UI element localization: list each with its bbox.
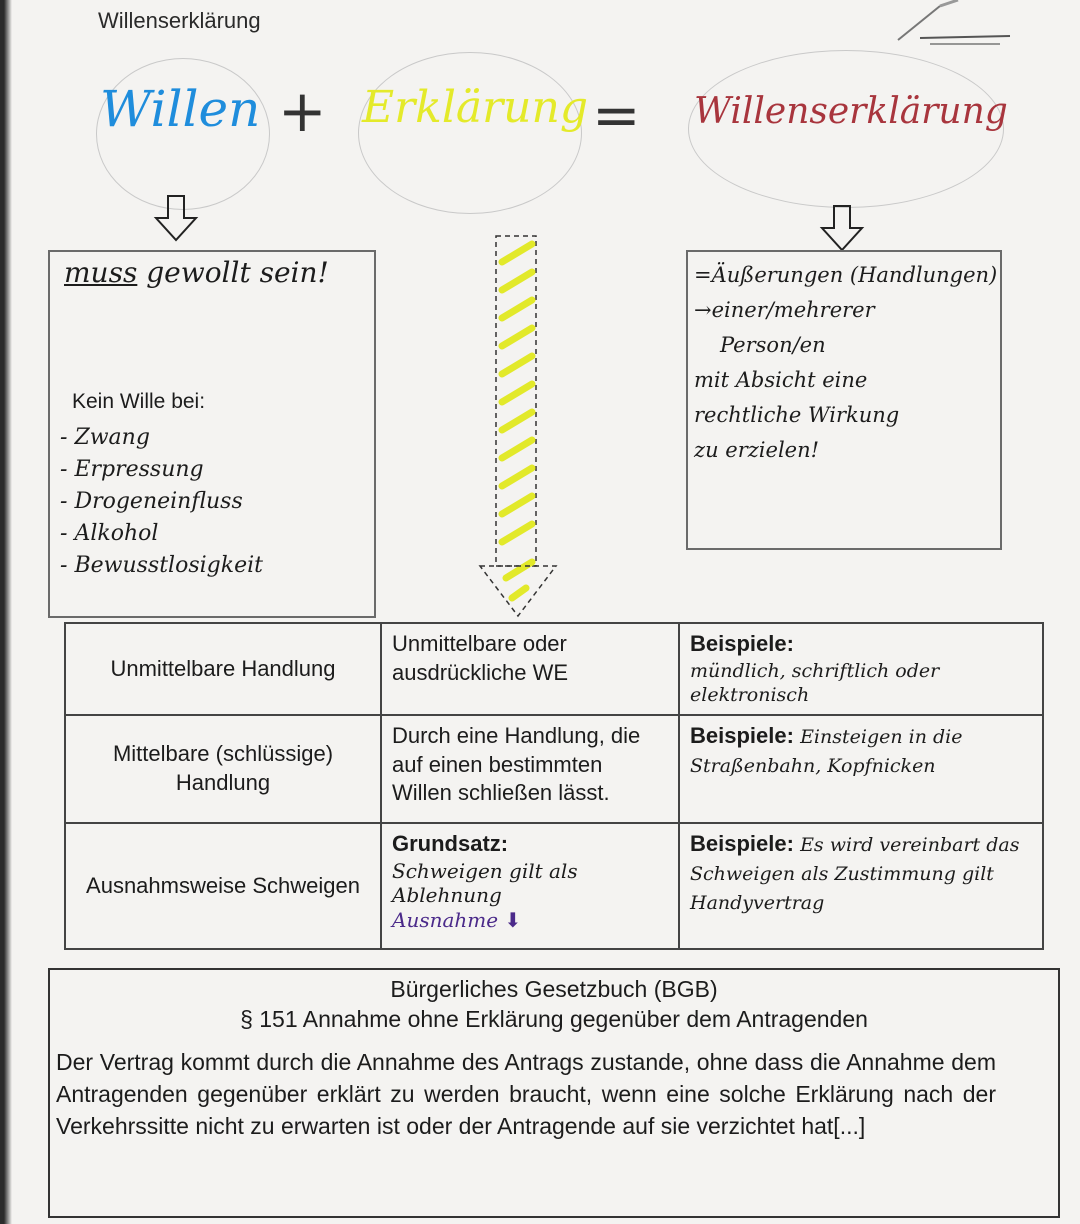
bgb-section: § 151 Annahme ohne Erklärung gegenüber dem Antragenden <box>240 1006 868 1032</box>
example-label: Beispiele: <box>690 722 794 748</box>
list-item: - Alkohol <box>60 521 159 546</box>
row-label: Mittelbare (schlüssige) Handlung <box>65 715 381 823</box>
grundsatz-line: Ablehnung <box>392 882 502 907</box>
table-row <box>65 823 1043 949</box>
grundsatz-label: Grundsatz: <box>392 830 509 856</box>
bgb-heading <box>50 970 1058 1034</box>
list-item: - Bewusstlosigkeit <box>60 553 263 578</box>
example-text: Einsteigen in die Straßenbahn, Kopfnicken <box>690 725 963 777</box>
ausnahme-line <box>392 907 668 933</box>
handlung-table <box>64 622 1044 950</box>
equals-sign: = <box>592 81 641 149</box>
example-label: Beispiele: <box>690 631 794 656</box>
grundsatz-line: Schweigen gilt als <box>392 858 578 883</box>
wille-heading-rest: gewollt sein! <box>146 256 329 289</box>
erklaerung-line: zu erzielen! <box>694 438 820 462</box>
row-label: Ausnahmsweise Schweigen <box>65 823 381 949</box>
list-item: - Zwang <box>60 425 150 450</box>
page-title: Willenserklärung <box>98 8 261 33</box>
arrow-down-icon: ⬇ <box>504 907 522 932</box>
term-willenserklaerung: Willenserklärung <box>694 91 1008 132</box>
bgb-box <box>48 968 1060 1218</box>
row-example <box>679 715 1043 823</box>
table-row <box>65 715 1043 823</box>
row-example <box>679 623 1043 715</box>
list-item: - Erpressung <box>60 457 204 482</box>
big-down-arrow-icon <box>476 232 566 622</box>
term-willen: Willen <box>100 80 261 138</box>
erklaerung-line: rechtliche Wirkung <box>694 403 900 427</box>
row-example <box>679 823 1043 949</box>
erklaerung-line: Person/en <box>720 333 826 357</box>
ausnahme-text: Ausnahme <box>392 907 499 932</box>
erklaerung-line: →einer/mehrerer <box>694 298 875 322</box>
row-desc <box>381 823 679 949</box>
example-label: Beispiele: <box>690 830 794 856</box>
table-row <box>65 623 1043 715</box>
bgb-text: Der Vertrag kommt durch die Annahme des Antrags zustande, ohne dass die Annahme dem Antragenden gegenüber erklärt zu werden braucht, wenn eine solche Erklärung nach der Verkehrssitte nicht zu erwarten ist oder der Antragende auf sie verzichtet hat[...] <box>56 1049 996 1139</box>
list-item: - Drogeneinfluss <box>60 489 243 514</box>
kein-wille-label: Kein Wille bei: <box>72 390 206 413</box>
term-erklaerung: Erklärung <box>362 82 588 133</box>
kein-wille-list <box>60 422 263 582</box>
arrow-down-icon <box>152 194 200 244</box>
erklaerung-box <box>686 250 1002 550</box>
erklaerung-line: =Äußerungen (Handlungen) <box>694 263 998 287</box>
binder-edge <box>0 0 14 1224</box>
row-desc: Durch eine Handlung, die auf einen bestimmten Willen schließen lässt. <box>381 715 679 823</box>
arrow-down-icon <box>818 204 866 252</box>
row-label: Unmittelbare Handlung <box>65 623 381 715</box>
example-text: mündlich, schriftlich oder elektronisch <box>690 659 940 707</box>
plus-sign: + <box>278 77 327 145</box>
wille-heading-underlined: muss <box>64 256 138 289</box>
example-text: Es wird vereinbart das Schweigen als Zustimmung gilt Handyvertrag <box>690 833 1020 914</box>
pen-sketch <box>880 0 1030 50</box>
erklaerung-lines <box>694 258 997 468</box>
wille-box <box>48 250 376 618</box>
erklaerung-line: mit Absicht eine <box>694 368 868 392</box>
erklaerung-ellipse <box>358 52 582 214</box>
row-desc: Unmittelbare oder ausdrückliche WE <box>381 623 679 715</box>
wille-heading <box>64 256 364 290</box>
bgb-title: Bürgerliches Gesetzbuch (BGB) <box>390 976 718 1002</box>
